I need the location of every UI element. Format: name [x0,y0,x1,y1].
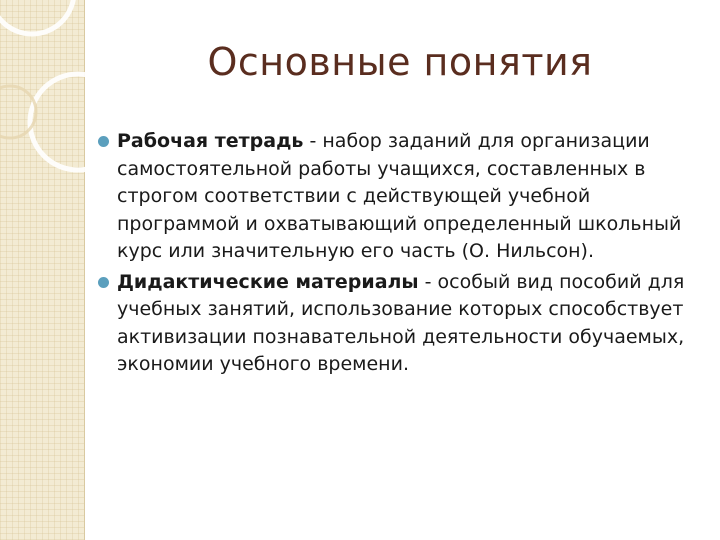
definition-didactic-materials: - особый вид пособий для учебных занятий, использование которых способствует активизации познавательной деятельности обучаемых, экономии учебного времени. [117,270,685,375]
bullet-list [96,128,696,382]
bullet-icon [98,277,109,288]
term-workbook: Рабочая тетрадь [117,130,304,152]
decorative-circles [0,0,100,200]
term-didactic-materials: Дидактические материалы [117,270,419,293]
definition-workbook: - набор заданий для организации самостоятельной работы учащихся, составленных в строгом соответствии с действующей учебной программой и охватывающий определенный школьный курс или значительную его часть (О. Нильсон). [117,130,682,262]
slide-title: Основные понятия [207,40,593,84]
bullet-icon [98,136,109,147]
list-item-workbook [96,128,696,266]
list-item-didactic-materials [96,269,696,379]
